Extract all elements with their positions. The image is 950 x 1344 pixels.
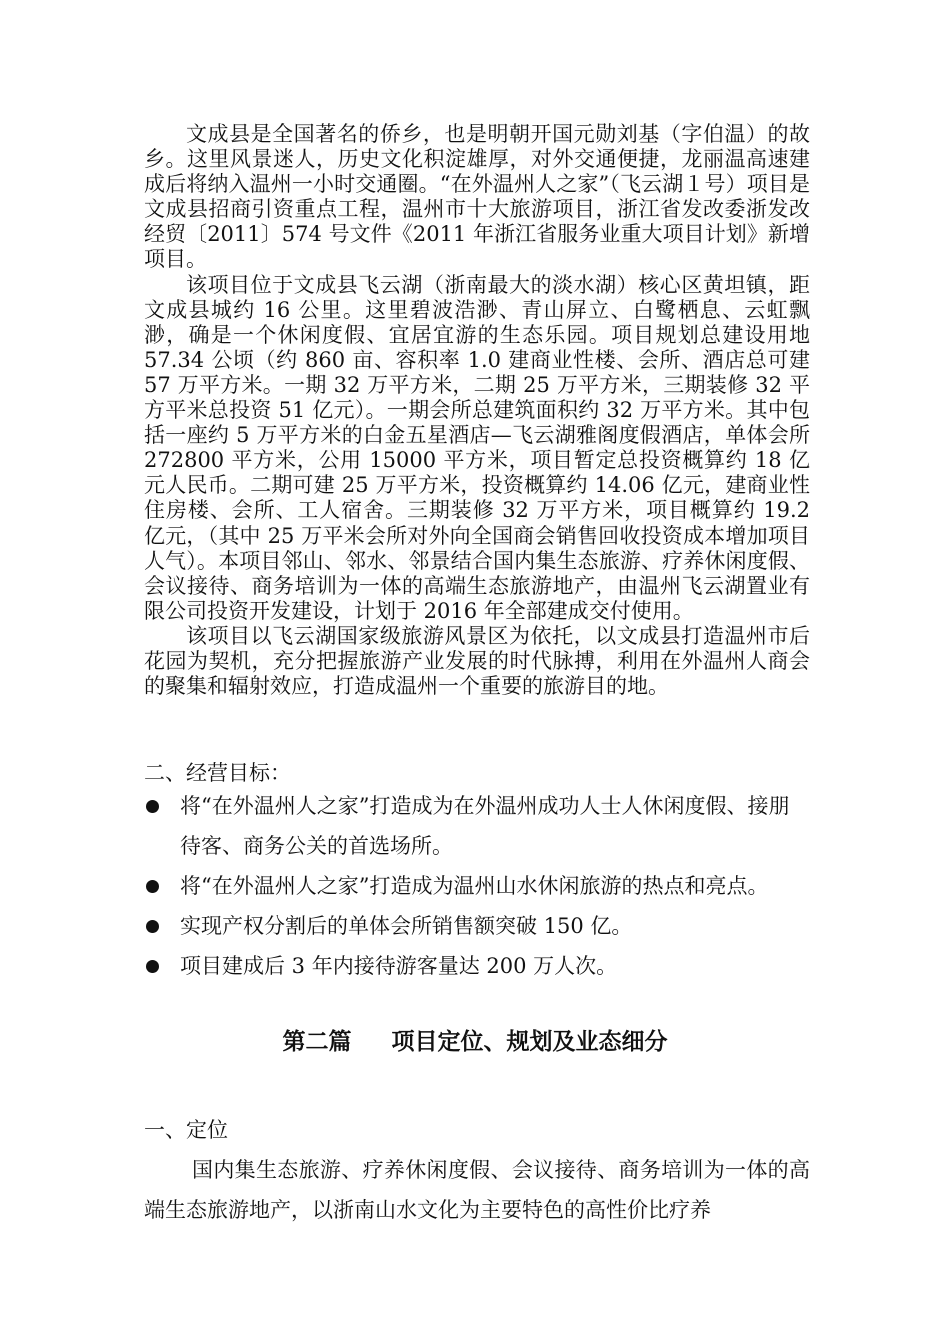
bullet-dot-icon [146,920,159,933]
goal-text: 将“在外温州人之家”打造成为温州山水休闲旅游的热点和亮点。 [180,874,769,898]
intro-section [144,122,810,699]
intro-paragraph-3: 该项目以飞云湖国家级旅游风景区为依托，以文成县打造温州市后花园为契机，充分把握旅游产业发展的时代脉搏，利用在外温州人商会的聚集和辐射效应，打造成温州一个重要的旅游目的地。 [144,623,810,699]
list-item [144,906,810,946]
goals-heading: 二、经营目标： [144,761,291,785]
goals-list-wrapper [144,786,810,986]
bullet-dot-icon [146,880,159,893]
positioning-section [144,1117,810,1143]
goals-section [144,760,810,786]
list-item [144,786,810,866]
goal-text: 将“在外温州人之家”打造成为在外温州成功人士人休闲度假、接朋待客、商务公关的首选场所。 [180,794,790,858]
intro-paragraph-2: 该项目位于文成县飞云湖（浙南最大的淡水湖）核心区黄坦镇，距文成县城约 16 公里。这里碧波浩渺、青山屏立、白鹭栖息、云虹飘渺，确是一个休闲度假、宜居宜游的生态乐园。项目规划总建设用地 57.34 公顷（约 860 亩、容积率 1.0 建商业性楼、会所、酒店总可建 57 万平方米。一期 32 万平方米，二期 25 万平方米，三期装修 32 平方平米总投资 51 亿元）。一期会所总建筑面积约 32 万平方米。其中包括一座约 5 万平方米的白金五星酒店—飞云湖雅阁度假酒店，单体会所 272800 平方米，公用 15000 平方米，项目暂定总投资概算约 18 亿元人民币。二期可建 25 万平方米，投资概算约 14.06 亿元，建商业性住房楼、会所、工人宿舍。三期装修 32 万平方米，项目概算约 19.2 亿元，（其中 25 万平米会所对外向全国商会销售回收投资成本增加项目人气）。本项目邻山、邻水、邻景结合国内集生态旅游、疗养休闲度假、会议接待、商务培训为一体的高端生态旅游地产，由温州飞云湖置业有限公司投资开发建设，计划于 2016 年全部建成交付使用。 [144,272,810,623]
goal-text: 项目建成后 3 年内接待游客量达 200 万人次。 [180,954,618,978]
goal-text: 实现产权分割后的单体会所销售额突破 150 亿。 [180,914,633,938]
chapter-number: 第二篇 [282,1028,352,1055]
chapter-name: 项目定位、规划及业态细分 [391,1028,668,1055]
bullet-dot-icon [146,800,159,813]
positioning-body [144,1150,810,1230]
list-item [144,866,810,906]
positioning-paragraph: 国内集生态旅游、疗养休闲度假、会议接待、商务培训为一体的高端生态旅游地产，以浙南山水文化为主要特色的高性价比疗养 [144,1158,810,1222]
chapter-title [0,1027,950,1057]
intro-paragraph-1: 文成县是全国著名的侨乡，也是明朝开国元勋刘基（字伯温）的故乡。这里风景迷人，历史文化积淀雄厚，对外交通便捷，龙丽温高速建成后将纳入温州一小时交通圈。“在外温州人之家”（飞云湖１号）项目是文成县招商引资重点工程，温州市十大旅游项目，浙江省发改委浙发改经贸〔2011〕574 号文件《2011 年浙江省服务业重大项目计划》新增项目。 [144,122,810,272]
positioning-heading: 一、定位 [144,1118,228,1142]
bullet-dot-icon [146,960,159,973]
goals-list [144,786,810,986]
list-item [144,946,810,986]
